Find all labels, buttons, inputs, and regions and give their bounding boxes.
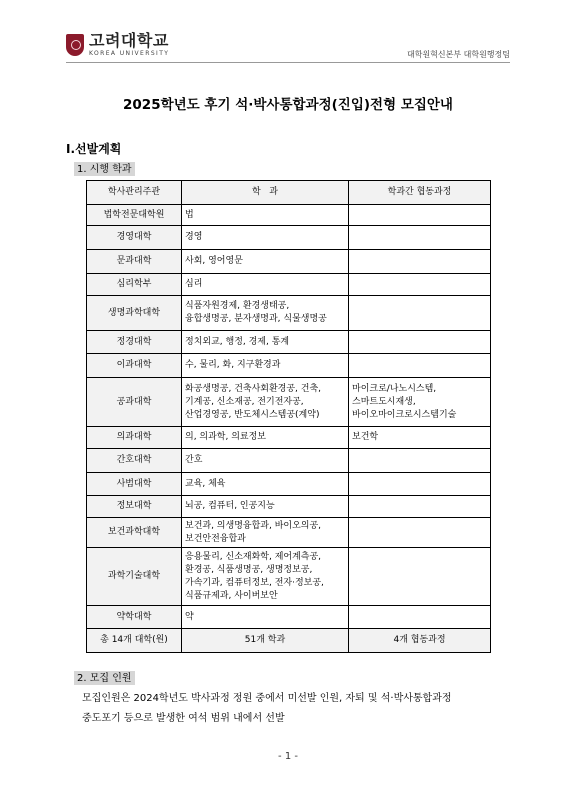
college-cell: 법학전문대학원 — [87, 205, 182, 226]
table-row — [87, 473, 491, 496]
cooperative-cell — [349, 606, 491, 629]
college-cell: 보건과학대학 — [87, 518, 182, 548]
department-cell — [182, 496, 349, 518]
subsection-heading-departments: 1. 시행 학과 — [74, 162, 135, 176]
table-row — [87, 518, 491, 548]
department-cell — [182, 250, 349, 274]
cooperative-line: 바이오마이크로시스템기술 — [352, 409, 457, 420]
table-body — [87, 205, 491, 629]
college-cell: 정보대학 — [87, 496, 182, 518]
department-line: 법 — [185, 209, 194, 220]
department-cell — [182, 226, 349, 250]
cooperative-cell — [349, 205, 491, 226]
table-row — [87, 449, 491, 473]
department-cell — [182, 378, 349, 427]
department-cell — [182, 205, 349, 226]
college-cell: 간호대학 — [87, 449, 182, 473]
table-row — [87, 548, 491, 606]
department-line: 정치외교, 행정, 경제, 통계 — [185, 336, 290, 347]
document-title: 2025학년도 후기 석·박사통합과정(진입)전형 모집안내 — [123, 97, 453, 113]
cooperative-cell — [349, 331, 491, 354]
cooperative-cell — [349, 548, 491, 606]
table-row — [87, 250, 491, 274]
college-cell: 공과대학 — [87, 378, 182, 427]
college-cell: 문과대학 — [87, 250, 182, 274]
college-cell: 과학기술대학 — [87, 548, 182, 606]
table-row — [87, 496, 491, 518]
quota-paragraph — [82, 689, 502, 729]
total-colleges: 총 14개 대학(원) — [87, 629, 182, 653]
cooperative-cell — [349, 518, 491, 548]
logo-korean-name: 고려대학교 — [89, 31, 169, 50]
department-cell — [182, 274, 349, 296]
cooperative-cell — [349, 473, 491, 496]
table-row — [87, 606, 491, 629]
college-cell: 약학대학 — [87, 606, 182, 629]
column-header-department: 학 과 — [182, 181, 349, 205]
column-header-cooperative: 학과간 협동과정 — [349, 181, 491, 205]
department-line: 심리 — [185, 279, 203, 289]
department-line: 식품자원경제, 환경생태공, — [185, 301, 290, 311]
department-line: 가속기과, 컴퓨터정보, 전자·정보공, — [185, 577, 324, 588]
college-cell: 의과대학 — [87, 427, 182, 449]
table-row — [87, 331, 491, 354]
department-cell — [182, 449, 349, 473]
college-cell: 이과대학 — [87, 354, 182, 378]
total-cooperative: 4개 협동과정 — [349, 629, 491, 653]
university-seal-icon — [66, 34, 84, 56]
department-line: 응용물리, 신소재화학, 제어계측공, — [185, 551, 322, 562]
cooperative-line: 스마트도시재생, — [352, 396, 416, 407]
department-line: 수, 물리, 화, 지구환경과 — [185, 360, 281, 370]
college-cell: 생명과학대학 — [87, 296, 182, 331]
department-line: 융합생명공, 분자생명과, 식물생명공 — [185, 314, 327, 324]
department-table — [86, 180, 491, 653]
university-logo — [66, 33, 169, 57]
cooperative-cell — [349, 354, 491, 378]
college-cell: 사범대학 — [87, 473, 182, 496]
cooperative-cell — [349, 378, 491, 427]
quota-line: 모집인원은 2024학년도 박사과정 정원 중에서 미선발 인원, 자퇴 및 석·박사통합과정 — [82, 693, 452, 704]
college-cell: 정경대학 — [87, 331, 182, 354]
department-line: 환경공, 식품생명공, 생명정보공, — [185, 564, 313, 575]
total-departments: 51개 학과 — [182, 629, 349, 653]
table-total-row — [87, 629, 491, 653]
department-cell — [182, 354, 349, 378]
department-line: 약 — [185, 611, 194, 622]
cooperative-cell — [349, 449, 491, 473]
cooperative-cell — [349, 296, 491, 331]
department-line: 경영 — [185, 232, 203, 242]
cooperative-cell — [349, 496, 491, 518]
department-line: 기계공, 신소재공, 전기전자공, — [185, 396, 304, 407]
department-cell — [182, 427, 349, 449]
department-line: 화공생명공, 건축사회환경공, 건축, — [185, 383, 322, 394]
department-line: 보건과, 의생명융합과, 바이오의공, — [185, 520, 322, 531]
department-line: 간호 — [185, 455, 203, 465]
section-heading-quota: 2. 모집 인원 — [74, 671, 135, 685]
issuing-department: 대학원혁신본부 대학원행정팀 — [406, 50, 510, 59]
cooperative-cell — [349, 226, 491, 250]
department-cell — [182, 548, 349, 606]
department-cell — [182, 296, 349, 331]
column-header-college: 학사관리주관 — [87, 181, 182, 205]
department-cell — [182, 473, 349, 496]
page-number: - 1 - — [278, 751, 298, 762]
department-line: 산업경영공, 반도체시스템공(계약) — [185, 409, 320, 420]
department-line: 사회, 영어영문 — [185, 256, 243, 266]
quota-line: 중도포기 등으로 발생한 여석 범위 내에서 선발 — [82, 713, 285, 724]
table-row — [87, 427, 491, 449]
department-line: 보건안전융합과 — [185, 533, 246, 544]
logo-english-name: KOREA UNIVERSITY — [89, 50, 170, 57]
cooperative-line: 마이크로/나노시스템, — [352, 383, 437, 394]
department-cell — [182, 606, 349, 629]
college-cell: 경영대학 — [87, 226, 182, 250]
section-heading-selection-plan: Ⅰ.선발계획 — [66, 142, 122, 156]
table-header-row — [87, 181, 491, 205]
header-divider — [66, 62, 510, 63]
table-row — [87, 296, 491, 331]
table-row — [87, 378, 491, 427]
department-line: 뇌공, 컴퓨터, 인공지능 — [185, 501, 275, 511]
table-row — [87, 226, 491, 250]
department-cell — [182, 331, 349, 354]
department-cell — [182, 518, 349, 548]
department-line: 의, 의과학, 의료정보 — [185, 432, 266, 442]
department-line: 교육, 체육 — [185, 478, 226, 489]
cooperative-line: 보건학 — [352, 432, 379, 442]
cooperative-cell — [349, 274, 491, 296]
college-cell: 심리학부 — [87, 274, 182, 296]
cooperative-cell — [349, 427, 491, 449]
department-line: 식품규제과, 사이버보안 — [185, 590, 278, 601]
table-row — [87, 274, 491, 296]
table-row — [87, 354, 491, 378]
cooperative-cell — [349, 250, 491, 274]
table-row — [87, 205, 491, 226]
